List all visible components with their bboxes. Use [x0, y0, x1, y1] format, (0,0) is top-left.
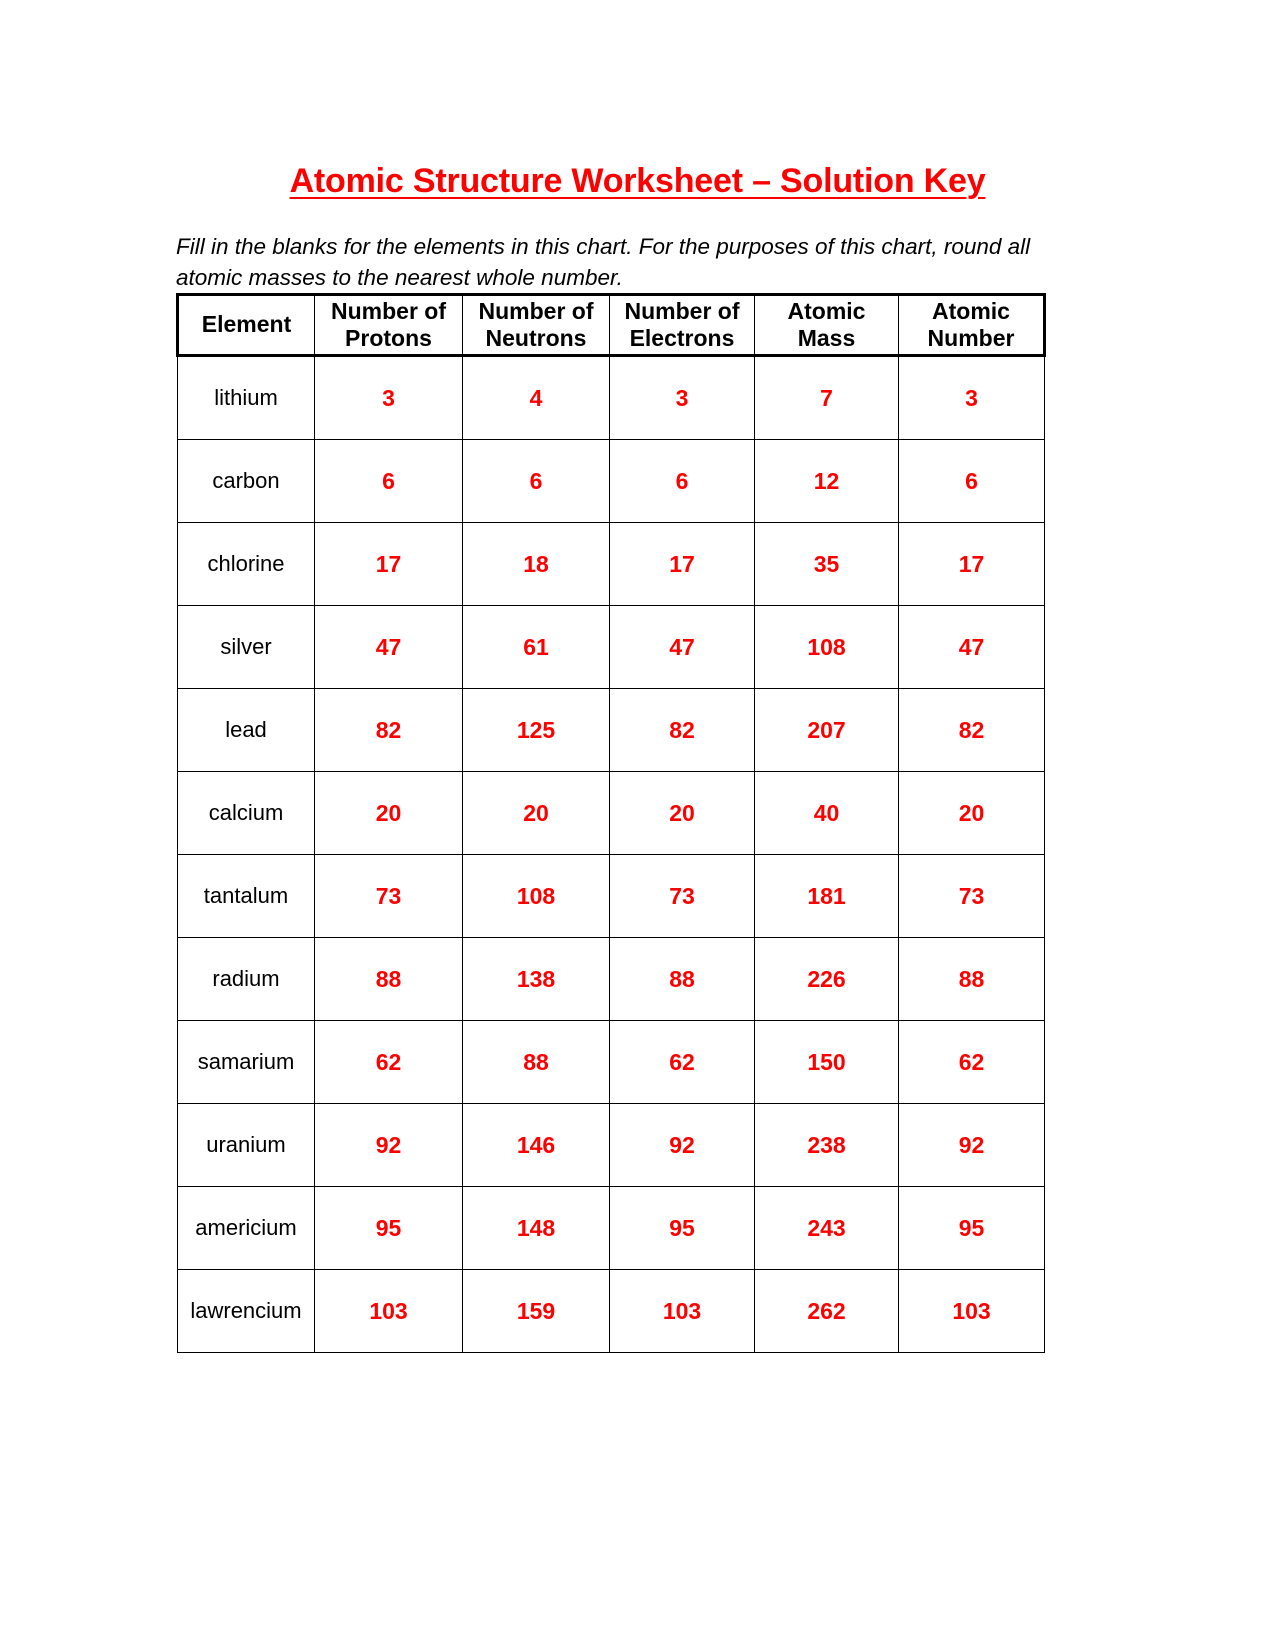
cell-element: chlorine	[178, 523, 315, 606]
cell-protons: 73	[315, 855, 463, 938]
column-header-atomic-number	[899, 295, 1045, 356]
column-header-protons-line2: Protons	[345, 325, 432, 351]
cell-electrons: 82	[610, 689, 755, 772]
cell-neutrons: 20	[463, 772, 610, 855]
column-header-atomic-number-line2: Number	[927, 325, 1015, 351]
atomic-structure-table-container	[176, 293, 1043, 1353]
page-title-text: Atomic Structure Worksheet – Solution Key	[289, 161, 986, 200]
cell-atomic-number: 82	[899, 689, 1045, 772]
cell-atomic-mass: 40	[755, 772, 899, 855]
table-row	[178, 689, 1045, 772]
column-header-element	[178, 295, 315, 356]
cell-electrons: 47	[610, 606, 755, 689]
cell-protons: 62	[315, 1021, 463, 1104]
table-row	[178, 356, 1045, 440]
cell-element: samarium	[178, 1021, 315, 1104]
cell-electrons: 17	[610, 523, 755, 606]
cell-neutrons: 125	[463, 689, 610, 772]
cell-protons: 92	[315, 1104, 463, 1187]
cell-electrons: 3	[610, 356, 755, 440]
cell-neutrons: 108	[463, 855, 610, 938]
column-header-electrons-line2: Electrons	[629, 325, 735, 351]
cell-atomic-number: 3	[899, 356, 1045, 440]
cell-element: lead	[178, 689, 315, 772]
cell-atomic-number: 103	[899, 1270, 1045, 1353]
cell-element: americium	[178, 1187, 315, 1270]
cell-element: silver	[178, 606, 315, 689]
cell-protons: 20	[315, 772, 463, 855]
cell-neutrons: 18	[463, 523, 610, 606]
column-header-electrons-line1: Number of	[624, 297, 740, 324]
cell-element: carbon	[178, 440, 315, 523]
atomic-structure-table	[176, 293, 1046, 1353]
cell-atomic-mass: 7	[755, 356, 899, 440]
cell-neutrons: 6	[463, 440, 610, 523]
table-row	[178, 938, 1045, 1021]
cell-electrons: 92	[610, 1104, 755, 1187]
cell-electrons: 62	[610, 1021, 755, 1104]
cell-element: uranium	[178, 1104, 315, 1187]
cell-element: tantalum	[178, 855, 315, 938]
column-header-atomic-mass-line2: Mass	[797, 325, 856, 351]
table-header	[178, 295, 1045, 356]
column-header-atomic-mass-line1: Atomic	[787, 297, 866, 324]
cell-neutrons: 159	[463, 1270, 610, 1353]
table-row	[178, 1187, 1045, 1270]
cell-protons: 95	[315, 1187, 463, 1270]
cell-protons: 17	[315, 523, 463, 606]
cell-atomic-number: 92	[899, 1104, 1045, 1187]
cell-atomic-number: 62	[899, 1021, 1045, 1104]
cell-atomic-mass: 181	[755, 855, 899, 938]
column-header-neutrons-line2: Neutrons	[485, 325, 587, 351]
column-header-protons-line1: Number of	[331, 297, 446, 324]
cell-protons: 3	[315, 356, 463, 440]
cell-protons: 103	[315, 1270, 463, 1353]
cell-atomic-mass: 243	[755, 1187, 899, 1270]
table-row	[178, 772, 1045, 855]
cell-atomic-mass: 35	[755, 523, 899, 606]
column-header-atomic-number-line1: Atomic	[932, 297, 1010, 324]
cell-electrons: 95	[610, 1187, 755, 1270]
column-header-atomic-mass	[755, 295, 899, 356]
table-row	[178, 855, 1045, 938]
cell-electrons: 6	[610, 440, 755, 523]
cell-element: lithium	[178, 356, 315, 440]
cell-neutrons: 61	[463, 606, 610, 689]
cell-atomic-number: 20	[899, 772, 1045, 855]
table-row	[178, 1270, 1045, 1353]
cell-atomic-mass: 262	[755, 1270, 899, 1353]
column-header-electrons	[610, 295, 755, 356]
cell-neutrons: 88	[463, 1021, 610, 1104]
cell-atomic-number: 6	[899, 440, 1045, 523]
cell-electrons: 88	[610, 938, 755, 1021]
cell-neutrons: 148	[463, 1187, 610, 1270]
cell-atomic-mass: 12	[755, 440, 899, 523]
column-header-element-line1: Element	[201, 311, 292, 338]
cell-atomic-mass: 108	[755, 606, 899, 689]
cell-atomic-mass: 207	[755, 689, 899, 772]
cell-protons: 88	[315, 938, 463, 1021]
cell-atomic-mass: 238	[755, 1104, 899, 1187]
cell-atomic-mass: 150	[755, 1021, 899, 1104]
cell-atomic-number: 88	[899, 938, 1045, 1021]
table-row	[178, 1021, 1045, 1104]
cell-electrons: 73	[610, 855, 755, 938]
cell-protons: 47	[315, 606, 463, 689]
cell-element: radium	[178, 938, 315, 1021]
table-body	[178, 356, 1045, 1353]
column-header-neutrons	[463, 295, 610, 356]
cell-protons: 82	[315, 689, 463, 772]
cell-element: calcium	[178, 772, 315, 855]
table-row	[178, 523, 1045, 606]
cell-electrons: 103	[610, 1270, 755, 1353]
table-row	[178, 1104, 1045, 1187]
cell-neutrons: 4	[463, 356, 610, 440]
cell-atomic-number: 95	[899, 1187, 1045, 1270]
cell-protons: 6	[315, 440, 463, 523]
cell-neutrons: 138	[463, 938, 610, 1021]
page-title	[0, 162, 1275, 201]
table-row	[178, 606, 1045, 689]
cell-atomic-number: 73	[899, 855, 1045, 938]
cell-electrons: 20	[610, 772, 755, 855]
cell-atomic-number: 47	[899, 606, 1045, 689]
cell-atomic-number: 17	[899, 523, 1045, 606]
cell-element: lawrencium	[178, 1270, 315, 1353]
table-row	[178, 440, 1045, 523]
column-header-neutrons-line1: Number of	[478, 297, 594, 324]
instructions-paragraph: Fill in the blanks for the elements in this chart. For the purposes of this chart, round all atomic masses to the nearest whole number.	[176, 233, 1031, 291]
table-header-row	[178, 295, 1045, 356]
cell-neutrons: 146	[463, 1104, 610, 1187]
cell-atomic-mass: 226	[755, 938, 899, 1021]
column-header-protons	[315, 295, 463, 356]
